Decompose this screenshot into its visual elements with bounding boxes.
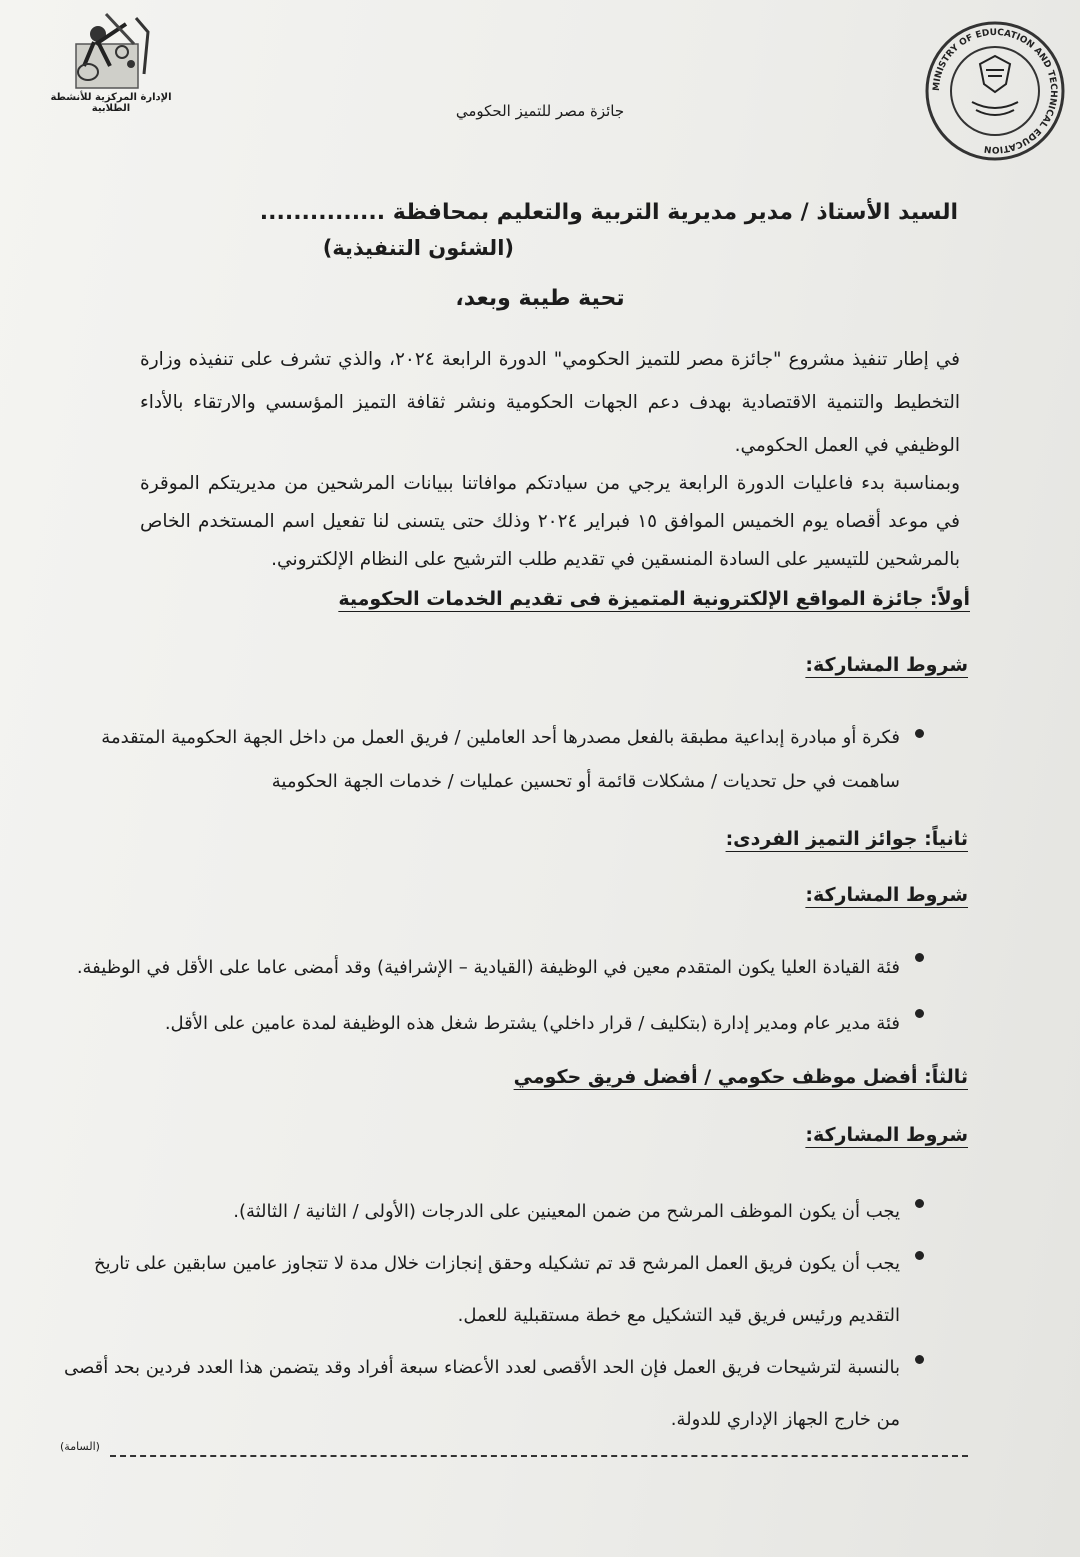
- conditions-label: شروط المشاركة:: [805, 884, 968, 906]
- conditions-list: [60, 716, 1010, 804]
- logo-caption: الإدارة المركزية للأنشطة الطلابية: [50, 92, 172, 114]
- intro-paragraph: في إطار تنفيذ مشروع "جائزة مصر للتميز الحكومي" الدورة الرابعة ٢٠٢٤، والذي تشرف على تنفيذه وزارة التخطيط والتنمية الاقتصادية بهدف دعم الجهات الحكومية ونشر ثقافة التميز المؤسسي والارتقاء بالأداء الوظيفي في العمل الحكومي.: [140, 349, 960, 456]
- section-title: ثالثاً: أفضل موظف حكومي / أفضل فريق حكومي: [513, 1066, 968, 1088]
- list-item: فئة مدير عام ومدير إدارة (بتكليف / قرار داخلي) يشترط شغل هذه الوظيفة لمدة عامين على الأقل.: [60, 996, 1010, 1052]
- addressee-line: السيد الأستاذ / مدير مديرية التربية والتعليم بمحافظة ...............: [259, 200, 958, 225]
- section-title: ثانياً: جوائز التميز الفردى:: [725, 828, 968, 850]
- list-item: يجب أن يكون الموظف المرشح من ضمن المعينين على الدرجات (الأولى / الثانية / الثالثة).: [60, 1186, 1010, 1238]
- greeting-line: تحية طيبة وبعد،: [455, 286, 625, 311]
- conditions-list: [60, 1186, 1010, 1446]
- request-paragraph: وبمناسبة بدء فاعليات الدورة الرابعة يرجي من سيادتكم موافاتنا ببيانات المرشحين من مديريتكم الموقرة في موعد أقصاه يوم الخميس الموافق ١٥ فبراير ٢٠٢٤ وذلك حتى يتسنى لنا تفعيل اسم المستخدم الخاص بالمرشحين للتيسير على السادة المنسقين في تقديم طلب الترشيح على النظام الإلكتروني.: [140, 473, 960, 570]
- list-item: يجب أن يكون فريق العمل المرشح قد تم تشكيله وحقق إنجازات خلال مدة لا تتجاوز عامين سابقين على تاريخ التقديم ورئيس فريق قيد التشكيل مع خطة مستقبلية للعمل.: [60, 1238, 1010, 1342]
- footer-note: (السامة): [60, 1440, 100, 1453]
- list-item: فئة القيادة العليا يكون المتقدم معين في الوظيفة (القيادية – الإشرافية) وقد أمضى عاما على الأقل في الوظيفة.: [60, 940, 1010, 996]
- ministry-seal-logo: [920, 16, 1070, 166]
- seal-text: MINISTRY OF EDUCATION AND TECHNICAL EDUCATION: [931, 27, 1059, 155]
- list-item: بالنسبة لترشيحات فريق العمل فإن الحد الأقصى لعدد الأعضاء سبعة أفراد وقد يتضمن هذا العدد فردين بحد أقصى من خارج الجهاز الإداري للدولة.: [60, 1342, 1010, 1446]
- conditions-list: [60, 940, 1010, 1052]
- department-line: (الشئون التنفيذية): [322, 236, 514, 260]
- conditions-label: شروط المشاركة:: [805, 1124, 968, 1146]
- conditions-label: شروط المشاركة:: [805, 654, 968, 676]
- document-header-title: جائزة مصر للتميز الحكومي: [455, 102, 625, 120]
- list-item: فكرة أو مبادرة إبداعية مطبقة بالفعل مصدرها أحد العاملين / فريق العمل من داخل الجهة الحكومية المتقدمة ساهمت في حل تحديات / مشكلات قائمة أو تحسين عمليات / خدمات الجهة الحكومية: [60, 716, 1010, 804]
- section-title: أولاً: جائزة المواقع الإلكترونية المتميزة فى تقديم الخدمات الحكومية: [338, 588, 970, 610]
- footer-divider: [110, 1455, 968, 1457]
